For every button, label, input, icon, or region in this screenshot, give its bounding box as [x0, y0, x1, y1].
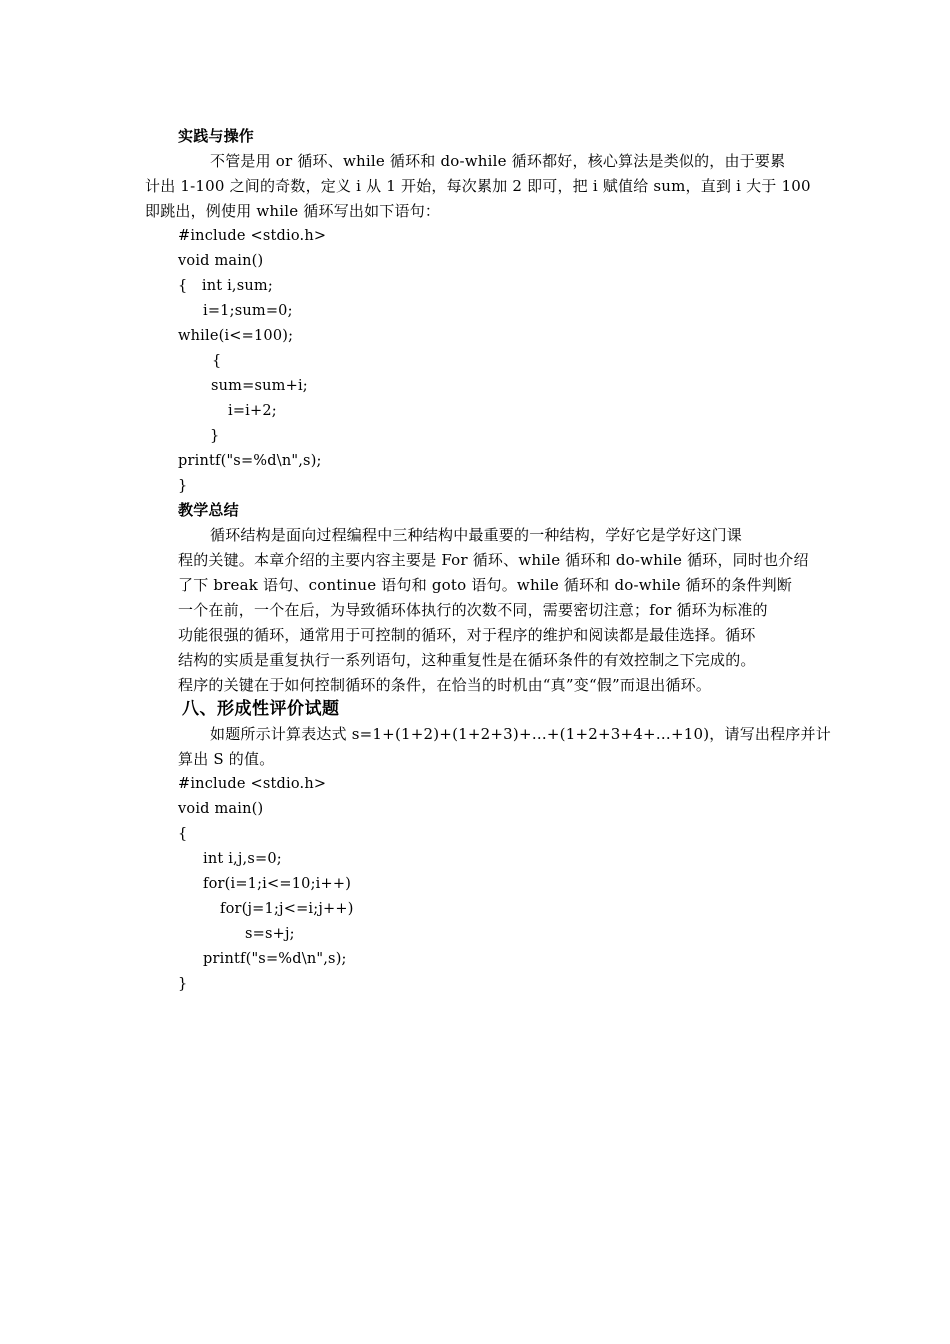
code-line: void main() — [178, 253, 264, 269]
summary-para-line: 功能很强的循环，通常用于可控制的循环，对于程序的维护和阅读都是最佳选择。循环 — [178, 626, 756, 644]
code-line: for(i=1;i<=10;i++) — [203, 876, 352, 892]
code-line: void main() — [178, 801, 264, 817]
code-line: #include <stdio.h> — [178, 776, 327, 792]
code-line: { — [178, 826, 188, 842]
summary-para-line: 一个在前，一个在后，为导致循环体执行的次数不同，需要密切注意；for 循环为标准的 — [178, 601, 768, 619]
code-line: sum=sum+i; — [211, 378, 308, 394]
summary-heading: 教学总结 — [178, 501, 239, 519]
code-line: int i,j,s=0; — [203, 851, 282, 867]
evaluation-para-line: 如题所示计算表达式 s=1+(1+2)+(1+2+3)+…+(1+2+3+4+…+10)，请写出程序并计 — [210, 725, 831, 743]
summary-para-line: 程的关键。本章介绍的主要内容主要是 For 循环、while 循环和 do-while 循环，同时也介绍 — [178, 551, 809, 569]
evaluation-title: 八、形成性评价试题 — [182, 699, 340, 719]
code-line: } — [178, 976, 188, 992]
summary-para-line: 程序的关键在于如何控制循环的条件，在恰当的时机由“真”变“假”而退出循环。 — [178, 676, 712, 694]
code-line: i=1;sum=0; — [203, 303, 293, 319]
code-line: #include <stdio.h> — [178, 228, 327, 244]
code-line: printf("s=%d\n",s); — [178, 453, 322, 469]
evaluation-para-line: 算出 S 的值。 — [178, 750, 275, 768]
code-line: while(i<=100); — [178, 328, 294, 344]
code-line: i=i+2; — [228, 403, 277, 419]
summary-para-line: 结构的实质是重复执行一系列语句，这种重复性是在循环条件的有效控制之下完成的。 — [178, 651, 756, 669]
summary-para-line: 了下 break 语句、continue 语句和 goto 语句。while 循环和 do-while 循环的条件判断 — [178, 576, 793, 594]
code-line: { — [212, 353, 222, 369]
practice-para-line: 即跳出，例使用 while 循环写出如下语句： — [145, 202, 441, 220]
code-line: s=s+j; — [245, 926, 295, 942]
practice-heading: 实践与操作 — [178, 127, 255, 145]
practice-para-line: 不管是用 or 循环、while 循环和 do-while 循环都好，核心算法是类似的，由于要累 — [210, 152, 786, 170]
code-line: } — [178, 478, 188, 494]
code-line: for(j=1;j<=i;j++) — [220, 901, 354, 917]
practice-para-line: 计出 1-100 之间的奇数，定义 i 从 1 开始，每次累加 2 即可，把 i 赋值给 sum，直到 i 大于 100 — [145, 177, 811, 195]
code-line: printf("s=%d\n",s); — [203, 951, 347, 967]
code-line: } — [210, 428, 220, 444]
summary-para-line: 循环结构是面向过程编程中三种结构中最重要的一种结构，学好它是学好这门课 — [210, 526, 743, 544]
code-line: { int i,sum; — [178, 278, 273, 294]
